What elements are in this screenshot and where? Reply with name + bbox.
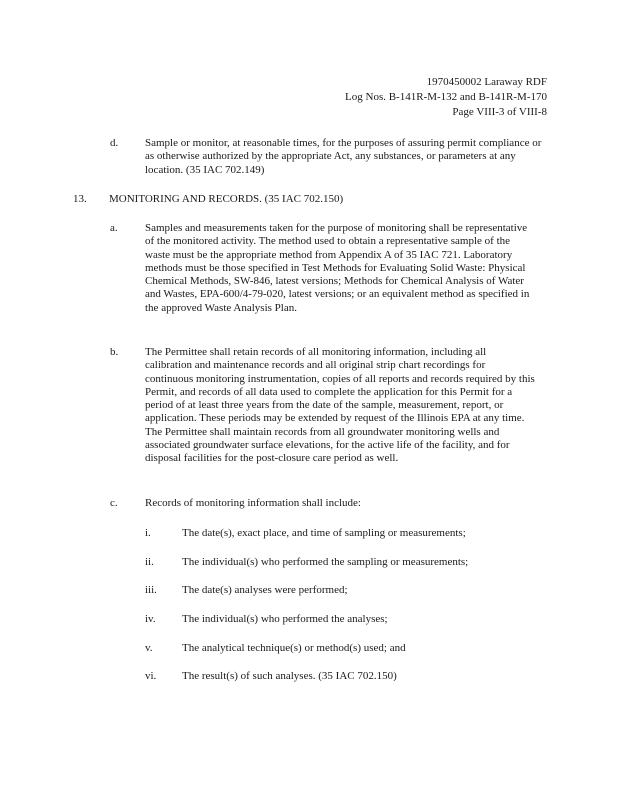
item-d-text: Sample or monitor, at reasonable times, for the purposes of assuring permit compliance or as otherwise authorized by the appropriate Act, any substances, or parameters at any location. (35 IAC 702.149) <box>145 137 542 176</box>
subitem-iii-number: iii. <box>145 584 157 596</box>
subitem-vi-number: vi. <box>145 670 157 682</box>
header-log-numbers: Log Nos. B-141R-M-132 and B-141R-M-170 <box>345 91 547 103</box>
subitem-i-number: i. <box>145 527 151 539</box>
item-a-text: Samples and measurements taken for the purpose of monitoring shall be representative of the monitored activity. The method used to obtain a representative sample of the waste must be the appropriate method from Appendix A of 35 IAC 721. Laboratory methods must be those specified in Test Methods for Evaluating Solid Waste: Physical Chemical Methods, SW-846, latest versions; Methods for Chemical Analysis of Water and Wastes, EPA-600/4-79-020, latest versions; or an equivalent method as specified in the approved Waste Analysis Plan. <box>145 222 530 314</box>
section-13-number: 13. <box>73 193 87 205</box>
item-b-text: The Permittee shall retain records of all monitoring information, including all calibration and maintenance records and all original strip chart recordings for continuous monitoring instrumentation, copies of all reports and records required by this Permit, and records of all data used to complete the application for this Permit for a period of at least three years from the date of the sample, measurement, report, or application. These periods may be extended by request of the Illinois EPA at any time. The Permittee shall maintain records from all groundwater monitoring wells and associated groundwater surface elevations, for the active life of the facility, and for disposal facilities for the post-closure care period as well. <box>145 346 535 465</box>
subitem-iii-text: The date(s) analyses were performed; <box>182 584 348 596</box>
subitem-iv-number: iv. <box>145 613 156 625</box>
section-13-title: MONITORING AND RECORDS. (35 IAC 702.150) <box>109 193 344 205</box>
subitem-v-number: v. <box>145 642 153 654</box>
item-b-label: b. <box>110 346 119 358</box>
subitem-v-text: The analytical technique(s) or method(s) used; and <box>182 642 406 654</box>
header-permit-id: 1970450002 Laraway RDF <box>426 76 547 88</box>
subitem-vi-text: The result(s) of such analyses. (35 IAC 702.150) <box>182 670 397 682</box>
header-page-number: Page VIII-3 of VIII-8 <box>452 106 547 118</box>
item-c-text: Records of monitoring information shall include: <box>145 497 361 509</box>
subitem-iv-text: The individual(s) who performed the analyses; <box>182 613 388 625</box>
item-d-label: d. <box>110 137 119 149</box>
item-a-label: a. <box>110 222 118 234</box>
subitem-ii-text: The individual(s) who performed the sampling or measurements; <box>182 556 469 568</box>
subitem-i-text: The date(s), exact place, and time of sampling or measurements; <box>182 527 466 539</box>
item-c-label: c. <box>110 497 118 509</box>
subitem-ii-number: ii. <box>145 556 154 568</box>
